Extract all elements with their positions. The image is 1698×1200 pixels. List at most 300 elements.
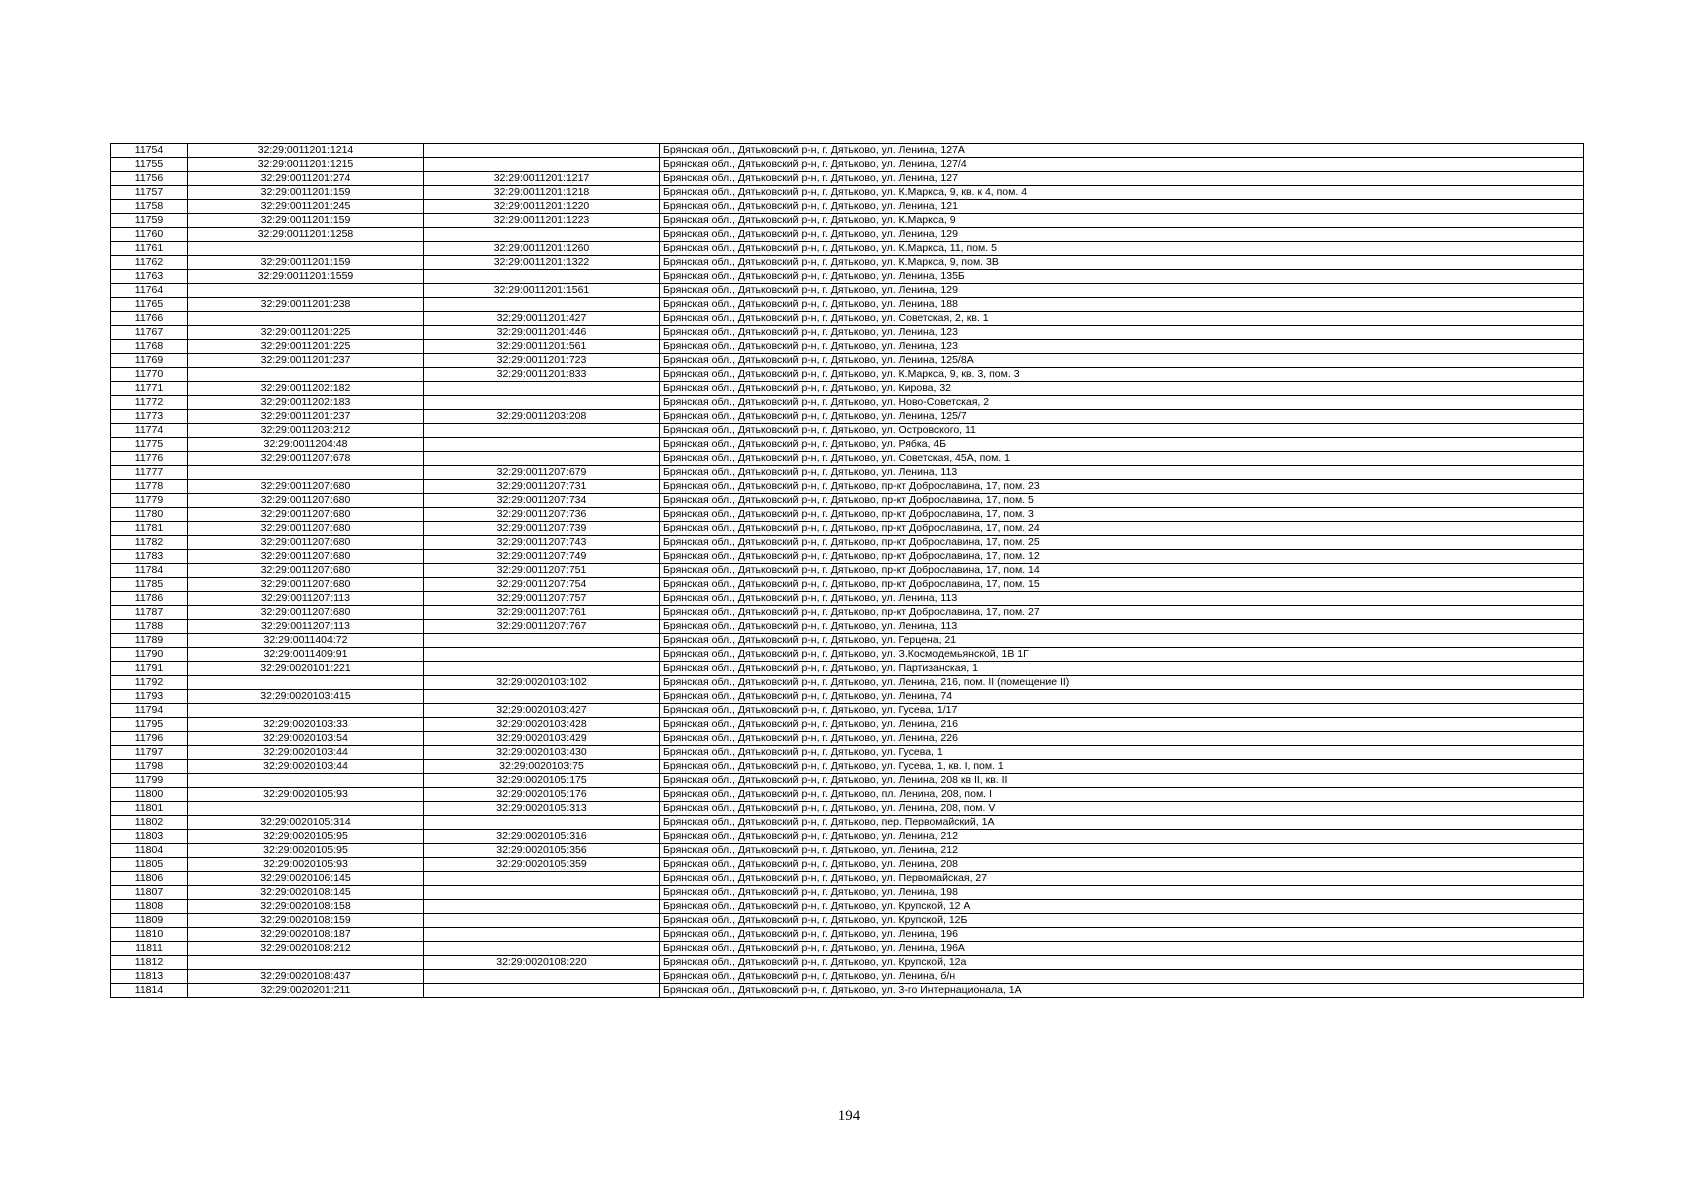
record-number-cell: 11811 — [111, 942, 188, 956]
cadastral-object-cell: 32:29:0020103:430 — [424, 746, 660, 760]
cadastral-object-cell: 32:29:0020105:313 — [424, 802, 660, 816]
address-cell: Брянская обл., Дятьковский р-н, г. Дятьково, ул. Ленина, 123 — [660, 326, 1584, 340]
address-cell: Брянская обл., Дятьковский р-н, г. Дятьково, ул. Ленина, 135Б — [660, 270, 1584, 284]
cadastral-object-cell: 32:29:0011201:1561 — [424, 284, 660, 298]
table-row — [111, 732, 1584, 746]
table-row — [111, 816, 1584, 830]
address-cell: Брянская обл., Дятьковский р-н, г. Дятьково, ул. Ленина, 113 — [660, 466, 1584, 480]
record-number-cell: 11812 — [111, 956, 188, 970]
record-number-cell: 11796 — [111, 732, 188, 746]
table-row — [111, 942, 1584, 956]
table-row — [111, 592, 1584, 606]
cadastral-object-cell — [424, 942, 660, 956]
table-row — [111, 466, 1584, 480]
table-row — [111, 788, 1584, 802]
table-row — [111, 326, 1584, 340]
table-row — [111, 802, 1584, 816]
record-number-cell: 11813 — [111, 970, 188, 984]
record-number-cell: 11775 — [111, 438, 188, 452]
cadastral-parent-cell: 32:29:0020103:44 — [188, 760, 424, 774]
record-number-cell: 11767 — [111, 326, 188, 340]
address-cell: Брянская обл., Дятьковский р-н, г. Дятьково, ул. Крупской, 12а — [660, 956, 1584, 970]
cadastral-object-cell: 32:29:0011201:1220 — [424, 200, 660, 214]
table-row — [111, 424, 1584, 438]
address-cell: Брянская обл., Дятьковский р-н, г. Дятьково, ул. Ленина, 208 кв II, кв. II — [660, 774, 1584, 788]
address-cell: Брянская обл., Дятьковский р-н, г. Дятьково, ул. Ленина, 123 — [660, 340, 1584, 354]
address-cell: Брянская обл., Дятьковский р-н, г. Дятьково, ул. К.Маркса, 9, кв. 3, пом. 3 — [660, 368, 1584, 382]
address-cell: Брянская обл., Дятьковский р-н, г. Дятьково, пер. Первомайский, 1А — [660, 816, 1584, 830]
table-row — [111, 256, 1584, 270]
table-row — [111, 270, 1584, 284]
table-row — [111, 508, 1584, 522]
record-number-cell: 11792 — [111, 676, 188, 690]
cadastral-parent-cell: 32:29:0020105:93 — [188, 788, 424, 802]
cadastral-parent-cell: 32:29:0011207:680 — [188, 536, 424, 550]
cadastral-parent-cell: 32:29:0011201:159 — [188, 186, 424, 200]
cadastral-object-cell: 32:29:0011201:1322 — [424, 256, 660, 270]
cadastral-object-cell: 32:29:0011207:761 — [424, 606, 660, 620]
page-number: 194 — [837, 1108, 861, 1124]
record-number-cell: 11781 — [111, 522, 188, 536]
record-number-cell: 11759 — [111, 214, 188, 228]
table-row — [111, 648, 1584, 662]
table-row — [111, 536, 1584, 550]
address-cell: Брянская обл., Дятьковский р-н, г. Дятьково, ул. Гусева, 1 — [660, 746, 1584, 760]
cadastral-object-cell: 32:29:0011207:734 — [424, 494, 660, 508]
cadastral-object-cell — [424, 648, 660, 662]
table-row — [111, 452, 1584, 466]
record-number-cell: 11765 — [111, 298, 188, 312]
cadastral-object-cell — [424, 872, 660, 886]
address-cell: Брянская обл., Дятьковский р-н, г. Дятьково, пл. Ленина, 208, пом. I — [660, 788, 1584, 802]
table-row — [111, 438, 1584, 452]
cadastral-parent-cell — [188, 774, 424, 788]
address-cell: Брянская обл., Дятьковский р-н, г. Дятьково, ул. Ленина, б/н — [660, 970, 1584, 984]
table-row — [111, 284, 1584, 298]
records-table — [110, 143, 1584, 998]
record-number-cell: 11806 — [111, 872, 188, 886]
address-cell: Брянская обл., Дятьковский р-н, г. Дятьково, ул. Гусева, 1, кв. I, пом. 1 — [660, 760, 1584, 774]
record-number-cell: 11804 — [111, 844, 188, 858]
cadastral-parent-cell: 32:29:0020108:187 — [188, 928, 424, 942]
cadastral-parent-cell: 32:29:0011201:1559 — [188, 270, 424, 284]
table-row — [111, 662, 1584, 676]
record-number-cell: 11758 — [111, 200, 188, 214]
cadastral-object-cell — [424, 228, 660, 242]
address-cell: Брянская обл., Дятьковский р-н, г. Дятьково, ул. Ленина, 113 — [660, 592, 1584, 606]
table-row — [111, 620, 1584, 634]
record-number-cell: 11807 — [111, 886, 188, 900]
cadastral-object-cell: 32:29:0011207:731 — [424, 480, 660, 494]
address-cell: Брянская обл., Дятьковский р-н, г. Дятьково, ул. Партизанская, 1 — [660, 662, 1584, 676]
address-cell: Брянская обл., Дятьковский р-н, г. Дятьково, ул. Ленина, 127/4 — [660, 158, 1584, 172]
cadastral-parent-cell: 32:29:0011202:183 — [188, 396, 424, 410]
cadastral-parent-cell: 32:29:0011204:48 — [188, 438, 424, 452]
cadastral-object-cell — [424, 158, 660, 172]
cadastral-object-cell — [424, 690, 660, 704]
record-number-cell: 11763 — [111, 270, 188, 284]
table-row — [111, 368, 1584, 382]
table-row — [111, 690, 1584, 704]
cadastral-object-cell — [424, 984, 660, 998]
cadastral-parent-cell: 32:29:0011207:680 — [188, 606, 424, 620]
cadastral-object-cell — [424, 424, 660, 438]
record-number-cell: 11783 — [111, 550, 188, 564]
record-number-cell: 11768 — [111, 340, 188, 354]
table-row — [111, 676, 1584, 690]
cadastral-object-cell — [424, 886, 660, 900]
record-number-cell: 11786 — [111, 592, 188, 606]
record-number-cell: 11761 — [111, 242, 188, 256]
cadastral-object-cell — [424, 144, 660, 158]
cadastral-parent-cell: 32:29:0011201:1214 — [188, 144, 424, 158]
address-cell: Брянская обл., Дятьковский р-н, г. Дятьково, ул. Ново-Советская, 2 — [660, 396, 1584, 410]
cadastral-parent-cell: 32:29:0011201:1258 — [188, 228, 424, 242]
record-number-cell: 11766 — [111, 312, 188, 326]
record-number-cell: 11780 — [111, 508, 188, 522]
cadastral-parent-cell: 32:29:0011207:680 — [188, 522, 424, 536]
address-cell: Брянская обл., Дятьковский р-н, г. Дятьково, пр-кт Доброславина, 17, пом. 12 — [660, 550, 1584, 564]
cadastral-parent-cell: 32:29:0011409:91 — [188, 648, 424, 662]
cadastral-object-cell: 32:29:0011207:739 — [424, 522, 660, 536]
record-number-cell: 11790 — [111, 648, 188, 662]
record-number-cell: 11757 — [111, 186, 188, 200]
record-number-cell: 11793 — [111, 690, 188, 704]
cadastral-object-cell — [424, 396, 660, 410]
record-number-cell: 11788 — [111, 620, 188, 634]
cadastral-parent-cell — [188, 466, 424, 480]
cadastral-object-cell — [424, 928, 660, 942]
cadastral-parent-cell: 32:29:0011207:680 — [188, 480, 424, 494]
cadastral-object-cell — [424, 900, 660, 914]
cadastral-parent-cell — [188, 802, 424, 816]
record-number-cell: 11784 — [111, 564, 188, 578]
table-row — [111, 564, 1584, 578]
address-cell: Брянская обл., Дятьковский р-н, г. Дятьково, ул. Первомайская, 27 — [660, 872, 1584, 886]
cadastral-parent-cell: 32:29:0020108:212 — [188, 942, 424, 956]
cadastral-object-cell: 32:29:0020105:175 — [424, 774, 660, 788]
address-cell: Брянская обл., Дятьковский р-н, г. Дятьково, ул. Ленина, 129 — [660, 228, 1584, 242]
address-cell: Брянская обл., Дятьковский р-н, г. Дятьково, ул. Островского, 11 — [660, 424, 1584, 438]
address-cell: Брянская обл., Дятьковский р-н, г. Дятьково, ул. Ленина, 125/7 — [660, 410, 1584, 424]
cadastral-parent-cell: 32:29:0020201:211 — [188, 984, 424, 998]
table-row — [111, 228, 1584, 242]
cadastral-parent-cell: 32:29:0020105:95 — [188, 830, 424, 844]
table-row — [111, 844, 1584, 858]
address-cell: Брянская обл., Дятьковский р-н, г. Дятьково, ул. Рябка, 4Б — [660, 438, 1584, 452]
cadastral-object-cell: 32:29:0011201:833 — [424, 368, 660, 382]
address-cell: Брянская обл., Дятьковский р-н, г. Дятьково, ул. Ленина, 121 — [660, 200, 1584, 214]
cadastral-parent-cell: 32:29:0011207:113 — [188, 592, 424, 606]
address-cell: Брянская обл., Дятьковский р-н, г. Дятьково, ул. Ленина, 188 — [660, 298, 1584, 312]
record-number-cell: 11791 — [111, 662, 188, 676]
record-number-cell: 11809 — [111, 914, 188, 928]
cadastral-parent-cell: 32:29:0011201:238 — [188, 298, 424, 312]
address-cell: Брянская обл., Дятьковский р-н, г. Дятьково, ул. 3-го Интернационала, 1А — [660, 984, 1584, 998]
cadastral-parent-cell: 32:29:0020103:33 — [188, 718, 424, 732]
address-cell: Брянская обл., Дятьковский р-н, г. Дятьково, пр-кт Доброславина, 17, пом. 24 — [660, 522, 1584, 536]
record-number-cell: 11774 — [111, 424, 188, 438]
table-row — [111, 144, 1584, 158]
table-row — [111, 312, 1584, 326]
table-row — [111, 480, 1584, 494]
cadastral-parent-cell — [188, 312, 424, 326]
address-cell: Брянская обл., Дятьковский р-н, г. Дятьково, пр-кт Доброславина, 17, пом. 15 — [660, 578, 1584, 592]
record-number-cell: 11770 — [111, 368, 188, 382]
record-number-cell: 11798 — [111, 760, 188, 774]
cadastral-parent-cell: 32:29:0020108:437 — [188, 970, 424, 984]
address-cell: Брянская обл., Дятьковский р-н, г. Дятьково, ул. Ленина, 208, пом. V — [660, 802, 1584, 816]
record-number-cell: 11810 — [111, 928, 188, 942]
cadastral-object-cell: 32:29:0011207:749 — [424, 550, 660, 564]
table-row — [111, 830, 1584, 844]
cadastral-object-cell: 32:29:0011201:446 — [424, 326, 660, 340]
cadastral-parent-cell: 32:29:0020108:145 — [188, 886, 424, 900]
cadastral-parent-cell: 32:29:0011207:680 — [188, 550, 424, 564]
record-number-cell: 11799 — [111, 774, 188, 788]
record-number-cell: 11785 — [111, 578, 188, 592]
cadastral-parent-cell: 32:29:0011404:72 — [188, 634, 424, 648]
table-row — [111, 340, 1584, 354]
cadastral-parent-cell: 32:29:0011201:225 — [188, 340, 424, 354]
record-number-cell: 11760 — [111, 228, 188, 242]
record-number-cell: 11782 — [111, 536, 188, 550]
cadastral-object-cell: 32:29:0011201:561 — [424, 340, 660, 354]
cadastral-object-cell: 32:29:0011201:1218 — [424, 186, 660, 200]
address-cell: Брянская обл., Дятьковский р-н, г. Дятьково, ул. Ленина, 226 — [660, 732, 1584, 746]
table-row — [111, 214, 1584, 228]
record-number-cell: 11769 — [111, 354, 188, 368]
cadastral-object-cell — [424, 298, 660, 312]
cadastral-parent-cell: 32:29:0020101:221 — [188, 662, 424, 676]
address-cell: Брянская обл., Дятьковский р-н, г. Дятьково, ул. Крупской, 12 А — [660, 900, 1584, 914]
cadastral-parent-cell: 32:29:0020103:54 — [188, 732, 424, 746]
record-number-cell: 11771 — [111, 382, 188, 396]
cadastral-object-cell: 32:29:0011207:767 — [424, 620, 660, 634]
address-cell: Брянская обл., Дятьковский р-н, г. Дятьково, ул. Ленина, 127А — [660, 144, 1584, 158]
cadastral-object-cell: 32:29:0011207:736 — [424, 508, 660, 522]
cadastral-object-cell: 32:29:0020103:429 — [424, 732, 660, 746]
record-number-cell: 11797 — [111, 746, 188, 760]
record-number-cell: 11779 — [111, 494, 188, 508]
record-number-cell: 11801 — [111, 802, 188, 816]
address-cell: Брянская обл., Дятьковский р-н, г. Дятьково, пр-кт Доброславина, 17, пом. 14 — [660, 564, 1584, 578]
table-row — [111, 858, 1584, 872]
record-number-cell: 11814 — [111, 984, 188, 998]
table-row — [111, 634, 1584, 648]
table-row — [111, 354, 1584, 368]
table-row — [111, 900, 1584, 914]
cadastral-object-cell: 32:29:0011207:754 — [424, 578, 660, 592]
address-cell: Брянская обл., Дятьковский р-н, г. Дятьково, ул. Ленина, 196А — [660, 942, 1584, 956]
table-row — [111, 886, 1584, 900]
cadastral-object-cell: 32:29:0020103:102 — [424, 676, 660, 690]
cadastral-object-cell — [424, 382, 660, 396]
cadastral-object-cell: 32:29:0011207:757 — [424, 592, 660, 606]
cadastral-parent-cell — [188, 956, 424, 970]
table-row — [111, 396, 1584, 410]
cadastral-parent-cell: 32:29:0011201:245 — [188, 200, 424, 214]
table-row — [111, 522, 1584, 536]
cadastral-parent-cell: 32:29:0020105:95 — [188, 844, 424, 858]
cadastral-parent-cell: 32:29:0011207:680 — [188, 564, 424, 578]
table-row — [111, 172, 1584, 186]
address-cell: Брянская обл., Дятьковский р-н, г. Дятьково, ул. К.Маркса, 9, кв. к 4, пом. 4 — [660, 186, 1584, 200]
address-cell: Брянская обл., Дятьковский р-н, г. Дятьково, ул. Ленина, 208 — [660, 858, 1584, 872]
record-number-cell: 11773 — [111, 410, 188, 424]
cadastral-parent-cell — [188, 284, 424, 298]
cadastral-parent-cell: 32:29:0011201:1215 — [188, 158, 424, 172]
table-row — [111, 186, 1584, 200]
cadastral-object-cell: 32:29:0011207:679 — [424, 466, 660, 480]
table-row — [111, 200, 1584, 214]
cadastral-object-cell — [424, 816, 660, 830]
cadastral-parent-cell: 32:29:0011203:212 — [188, 424, 424, 438]
address-cell: Брянская обл., Дятьковский р-н, г. Дятьково, ул. Ленина, 216, пом. II (помещение II) — [660, 676, 1584, 690]
address-cell: Брянская обл., Дятьковский р-н, г. Дятьково, ул. Кирова, 32 — [660, 382, 1584, 396]
address-cell: Брянская обл., Дятьковский р-н, г. Дятьково, ул. Ленина, 125/8А — [660, 354, 1584, 368]
record-number-cell: 11789 — [111, 634, 188, 648]
address-cell: Брянская обл., Дятьковский р-н, г. Дятьково, ул. Крупской, 12Б — [660, 914, 1584, 928]
record-number-cell: 11803 — [111, 830, 188, 844]
table-row — [111, 970, 1584, 984]
address-cell: Брянская обл., Дятьковский р-н, г. Дятьково, ул. Гусева, 1/17 — [660, 704, 1584, 718]
record-number-cell: 11764 — [111, 284, 188, 298]
cadastral-object-cell: 32:29:0011201:427 — [424, 312, 660, 326]
cadastral-object-cell — [424, 452, 660, 466]
cadastral-parent-cell — [188, 242, 424, 256]
record-number-cell: 11787 — [111, 606, 188, 620]
cadastral-parent-cell: 32:29:0011201:237 — [188, 410, 424, 424]
address-cell: Брянская обл., Дятьковский р-н, г. Дятьково, ул. Ленина, 198 — [660, 886, 1584, 900]
cadastral-object-cell: 32:29:0020105:316 — [424, 830, 660, 844]
address-cell: Брянская обл., Дятьковский р-н, г. Дятьково, пр-кт Доброславина, 17, пом. 27 — [660, 606, 1584, 620]
table-row — [111, 914, 1584, 928]
cadastral-parent-cell: 32:29:0020103:44 — [188, 746, 424, 760]
cadastral-object-cell: 32:29:0011203:208 — [424, 410, 660, 424]
cadastral-object-cell: 32:29:0020105:359 — [424, 858, 660, 872]
table-row — [111, 410, 1584, 424]
record-number-cell: 11772 — [111, 396, 188, 410]
cadastral-object-cell — [424, 970, 660, 984]
record-number-cell: 11776 — [111, 452, 188, 466]
address-cell: Брянская обл., Дятьковский р-н, г. Дятьково, ул. Советская, 2, кв. 1 — [660, 312, 1584, 326]
address-cell: Брянская обл., Дятьковский р-н, г. Дятьково, пр-кт Доброславина, 17, пом. 23 — [660, 480, 1584, 494]
cadastral-parent-cell: 32:29:0011207:678 — [188, 452, 424, 466]
address-cell: Брянская обл., Дятьковский р-н, г. Дятьково, ул. Ленина, 196 — [660, 928, 1584, 942]
address-cell: Брянская обл., Дятьковский р-н, г. Дятьково, ул. Ленина, 129 — [660, 284, 1584, 298]
address-cell: Брянская обл., Дятьковский р-н, г. Дятьково, ул. Ленина, 113 — [660, 620, 1584, 634]
record-number-cell: 11802 — [111, 816, 188, 830]
cadastral-object-cell: 32:29:0011207:751 — [424, 564, 660, 578]
cadastral-object-cell: 32:29:0020103:75 — [424, 760, 660, 774]
cadastral-object-cell — [424, 914, 660, 928]
address-cell: Брянская обл., Дятьковский р-н, г. Дятьково, ул. Ленина, 212 — [660, 844, 1584, 858]
table-row — [111, 298, 1584, 312]
cadastral-object-cell: 32:29:0011207:743 — [424, 536, 660, 550]
address-cell: Брянская обл., Дятьковский р-н, г. Дятьково, ул. Ленина, 216 — [660, 718, 1584, 732]
address-cell: Брянская обл., Дятьковский р-н, г. Дятьково, ул. Ленина, 127 — [660, 172, 1584, 186]
address-cell: Брянская обл., Дятьковский р-н, г. Дятьково, ул. З.Космодемьянской, 1В 1Г — [660, 648, 1584, 662]
cadastral-object-cell — [424, 270, 660, 284]
address-cell: Брянская обл., Дятьковский р-н, г. Дятьково, ул. Ленина, 212 — [660, 830, 1584, 844]
records-table-body — [111, 144, 1584, 998]
address-cell: Брянская обл., Дятьковский р-н, г. Дятьково, пр-кт Доброславина, 17, пом. 3 — [660, 508, 1584, 522]
address-cell: Брянская обл., Дятьковский р-н, г. Дятьково, пр-кт Доброславина, 17, пом. 5 — [660, 494, 1584, 508]
cadastral-object-cell — [424, 662, 660, 676]
table-row — [111, 494, 1584, 508]
record-number-cell: 11800 — [111, 788, 188, 802]
cadastral-object-cell: 32:29:0020108:220 — [424, 956, 660, 970]
cadastral-parent-cell: 32:29:0011207:113 — [188, 620, 424, 634]
cadastral-parent-cell: 32:29:0011201:237 — [188, 354, 424, 368]
record-number-cell: 11795 — [111, 718, 188, 732]
record-number-cell: 11755 — [111, 158, 188, 172]
cadastral-parent-cell: 32:29:0011207:680 — [188, 494, 424, 508]
table-row — [111, 872, 1584, 886]
cadastral-parent-cell: 32:29:0011207:680 — [188, 578, 424, 592]
table-row — [111, 928, 1584, 942]
record-number-cell: 11808 — [111, 900, 188, 914]
record-number-cell: 11777 — [111, 466, 188, 480]
table-row — [111, 578, 1584, 592]
cadastral-object-cell — [424, 634, 660, 648]
address-cell: Брянская обл., Дятьковский р-н, г. Дятьково, пр-кт Доброславина, 17, пом. 25 — [660, 536, 1584, 550]
record-number-cell: 11778 — [111, 480, 188, 494]
cadastral-parent-cell: 32:29:0011202:182 — [188, 382, 424, 396]
cadastral-parent-cell: 32:29:0011207:680 — [188, 508, 424, 522]
address-cell: Брянская обл., Дятьковский р-н, г. Дятьково, ул. Советская, 45А, пом. 1 — [660, 452, 1584, 466]
table-row — [111, 382, 1584, 396]
cadastral-object-cell: 32:29:0020103:427 — [424, 704, 660, 718]
table-row — [111, 606, 1584, 620]
cadastral-object-cell: 32:29:0011201:1260 — [424, 242, 660, 256]
address-cell: Брянская обл., Дятьковский р-н, г. Дятьково, ул. Герцена, 21 — [660, 634, 1584, 648]
cadastral-parent-cell: 32:29:0020103:415 — [188, 690, 424, 704]
table-row — [111, 550, 1584, 564]
address-cell: Брянская обл., Дятьковский р-н, г. Дятьково, ул. Ленина, 74 — [660, 690, 1584, 704]
cadastral-parent-cell: 32:29:0011201:159 — [188, 214, 424, 228]
cadastral-object-cell: 32:29:0011201:1223 — [424, 214, 660, 228]
cadastral-parent-cell: 32:29:0020108:159 — [188, 914, 424, 928]
table-row — [111, 956, 1584, 970]
record-number-cell: 11754 — [111, 144, 188, 158]
cadastral-parent-cell — [188, 676, 424, 690]
cadastral-object-cell: 32:29:0011201:1217 — [424, 172, 660, 186]
cadastral-parent-cell: 32:29:0011201:159 — [188, 256, 424, 270]
table-row — [111, 158, 1584, 172]
cadastral-parent-cell: 32:29:0011201:274 — [188, 172, 424, 186]
table-row — [111, 760, 1584, 774]
cadastral-parent-cell — [188, 704, 424, 718]
cadastral-parent-cell: 32:29:0020105:314 — [188, 816, 424, 830]
table-row — [111, 746, 1584, 760]
table-row — [111, 984, 1584, 998]
record-number-cell: 11762 — [111, 256, 188, 270]
record-number-cell: 11756 — [111, 172, 188, 186]
cadastral-object-cell: 32:29:0020105:176 — [424, 788, 660, 802]
address-cell: Брянская обл., Дятьковский р-н, г. Дятьково, ул. К.Маркса, 11, пом. 5 — [660, 242, 1584, 256]
record-number-cell: 11805 — [111, 858, 188, 872]
cadastral-parent-cell — [188, 368, 424, 382]
cadastral-parent-cell: 32:29:0020106:145 — [188, 872, 424, 886]
cadastral-parent-cell: 32:29:0020105:93 — [188, 858, 424, 872]
table-row — [111, 704, 1584, 718]
cadastral-object-cell: 32:29:0011201:723 — [424, 354, 660, 368]
record-number-cell: 11794 — [111, 704, 188, 718]
cadastral-object-cell — [424, 438, 660, 452]
cadastral-parent-cell: 32:29:0020108:158 — [188, 900, 424, 914]
